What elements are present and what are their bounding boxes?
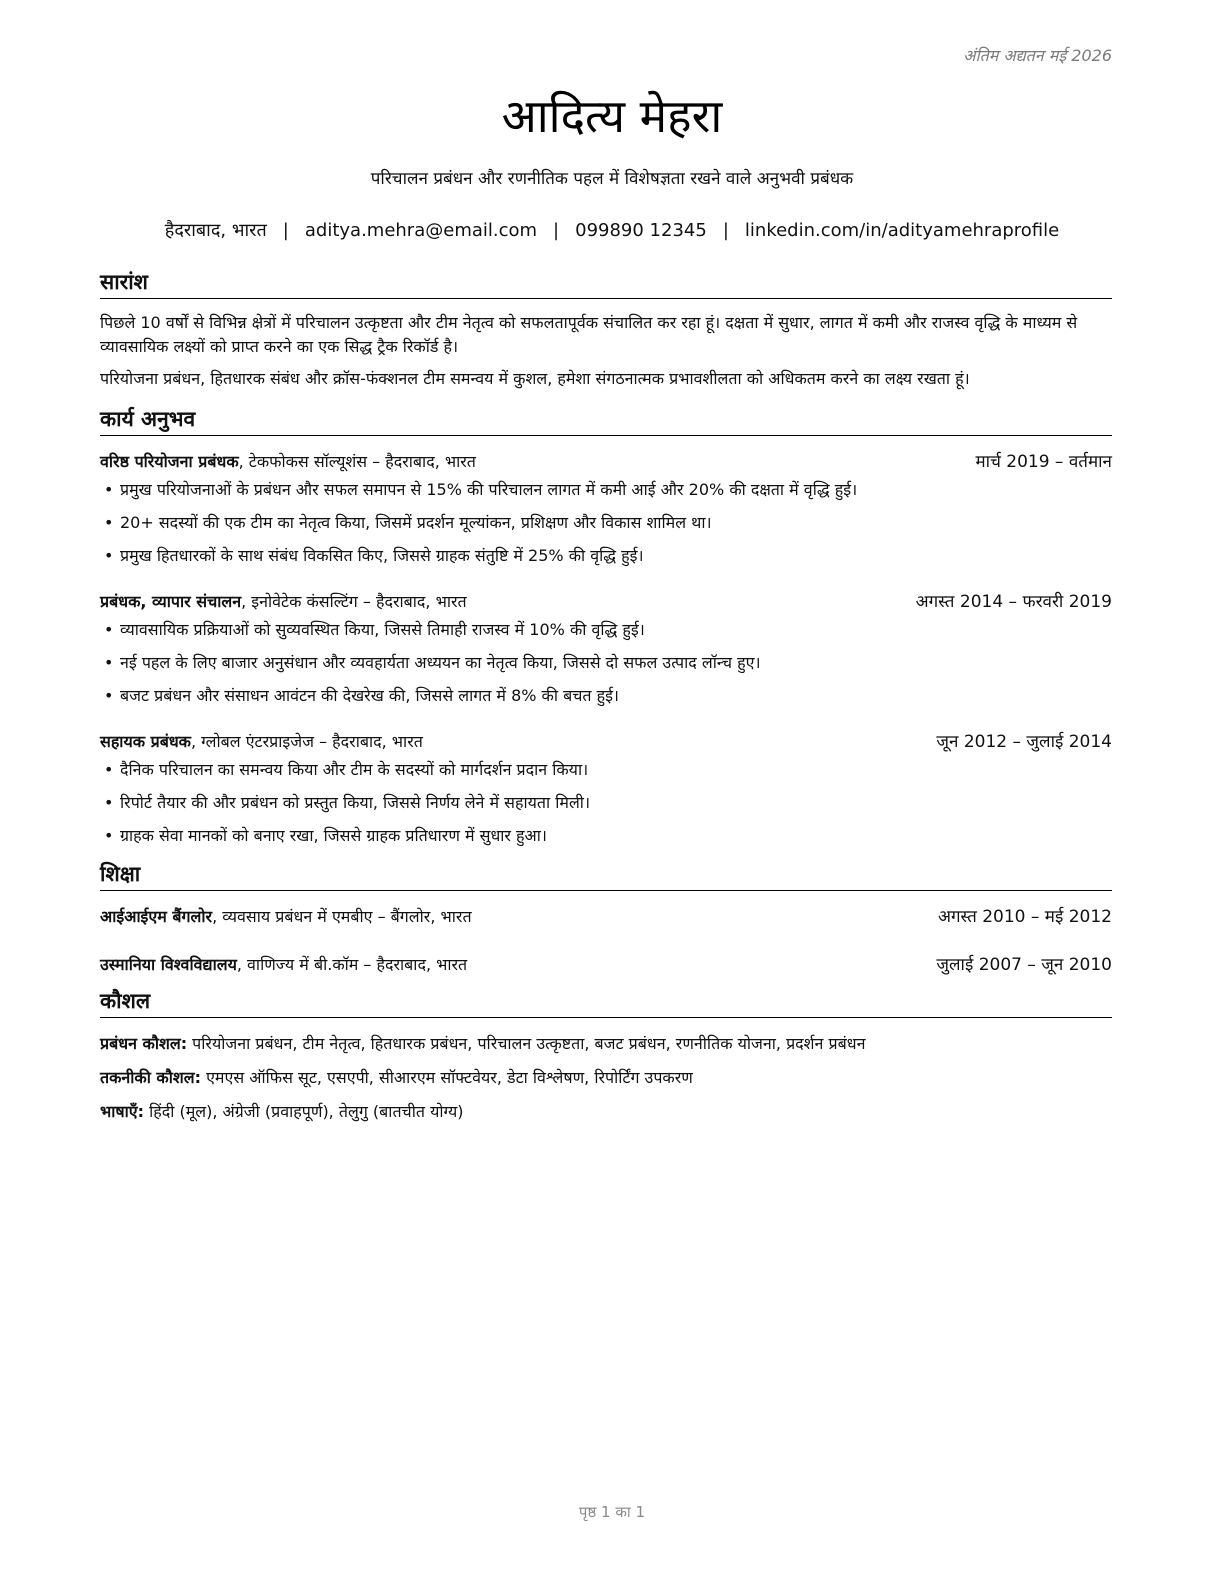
job-bullet: • रिपोर्ट तैयार की और प्रबंधन को प्रस्तुत किया, जिससे निर्णय लेने में सहायता मिली। bbox=[100, 791, 1112, 815]
job-dates: अगस्त 2014 – फरवरी 2019 bbox=[915, 592, 1112, 612]
contact-separator: | bbox=[722, 220, 729, 241]
experience-title: कार्य अनुभव bbox=[100, 405, 1112, 436]
job-dates: मार्च 2019 – वर्तमान bbox=[975, 452, 1112, 472]
education-section bbox=[100, 860, 1112, 977]
summary-section bbox=[100, 268, 1112, 391]
contact-linkedin[interactable]: linkedin.com/in/adityamehraprofile bbox=[744, 220, 1060, 241]
skill-value: हिंदी (मूल), अंग्रेजी (प्रवाहपूर्ण), तेलुगु (बातचीत योग्य) bbox=[144, 1102, 464, 1121]
candidate-name: आदित्य मेहरा bbox=[501, 89, 723, 143]
education-dates: अगस्त 2010 – मई 2012 bbox=[937, 907, 1112, 927]
job-role: वरिष्ठ परियोजना प्रबंधक bbox=[100, 452, 239, 471]
job-heading bbox=[100, 590, 467, 614]
education-institution: आईआईएम बैंगलोर bbox=[100, 907, 213, 926]
job-bullets bbox=[100, 758, 1112, 848]
skills-title: कौशल bbox=[100, 987, 1112, 1018]
skill-line bbox=[100, 1066, 1112, 1090]
last-updated: अंतिम अद्यतन मई 2026 bbox=[963, 46, 1112, 65]
bullet-icon: • bbox=[104, 620, 114, 639]
job-bullet: • नई पहल के लिए बाजार अनुसंधान और व्यवहार्यता अध्ययन का नेतृत्व किया, जिससे दो सफल उत्पाद लॉन्च हुए। bbox=[100, 651, 1112, 675]
job-company: , ग्लोबल एंटरप्राइजेज – हैदराबाद, भारत bbox=[190, 732, 423, 751]
education-detail: , वाणिज्य में बी.कॉम – हैदराबाद, भारत bbox=[236, 955, 468, 974]
summary-title: सारांश bbox=[100, 268, 1112, 299]
page-number: पृष्ठ 1 का 1 bbox=[578, 1503, 646, 1521]
bullet-icon: • bbox=[104, 686, 114, 705]
education-title: शिक्षा bbox=[100, 860, 1112, 891]
bullet-icon: • bbox=[104, 653, 114, 672]
contact-line bbox=[0, 218, 1224, 242]
education-institution: उस्मानिया विश्वविद्यालय bbox=[100, 955, 237, 974]
job-company: , इनोवेटेक कंसल्टिंग – हैदराबाद, भारत bbox=[241, 592, 467, 611]
bullet-icon: • bbox=[104, 480, 114, 499]
education-dates: जुलाई 2007 – जून 2010 bbox=[936, 955, 1112, 975]
contact-email[interactable]: aditya.mehra@email.com bbox=[304, 220, 538, 241]
job-entry bbox=[100, 730, 1112, 848]
job-role: सहायक प्रबंधक bbox=[100, 732, 191, 751]
contact-location: हैदराबाद, भारत bbox=[164, 220, 267, 241]
job-entry bbox=[100, 590, 1112, 708]
education-entry bbox=[100, 953, 1112, 977]
job-entry bbox=[100, 450, 1112, 568]
job-bullet: • व्यावसायिक प्रक्रियाओं को सुव्यवस्थित किया, जिससे तिमाही राजस्व में 10% की वृद्धि हुई। bbox=[100, 618, 1112, 642]
job-bullet: • दैनिक परिचालन का समन्वय किया और टीम के सदस्यों को मार्गदर्शन प्रदान किया। bbox=[100, 758, 1112, 782]
job-bullet: • 20+ सदस्यों की एक टीम का नेतृत्व किया, जिसमें प्रदर्शन मूल्यांकन, प्रशिक्षण और विकास शामिल था। bbox=[100, 511, 1112, 535]
job-heading bbox=[100, 450, 476, 474]
skills-section bbox=[100, 987, 1112, 1124]
skills-list bbox=[100, 1032, 1112, 1124]
summary-paragraph: पिछले 10 वर्षों से विभिन्न क्षेत्रों में परिचालन उत्कृष्टता और टीम नेतृत्व को सफलतापूर्वक संचालित कर रहा हूं। दक्षता में सुधार, लागत में कमी और राजस्व वृद्धि के माध्यम से व्यावसायिक लक्ष्यों को प्राप्त करने का एक सिद्ध ट्रैक रिकॉर्ड है। bbox=[100, 313, 1078, 356]
skill-line bbox=[100, 1032, 1112, 1056]
resume-content bbox=[100, 268, 1112, 1124]
job-heading bbox=[100, 730, 423, 754]
job-dates: जून 2012 – जुलाई 2014 bbox=[936, 732, 1112, 752]
skill-label: भाषाएँ: bbox=[100, 1102, 145, 1121]
bullet-icon: • bbox=[104, 760, 114, 779]
job-role: प्रबंधक, व्यापार संचालन bbox=[100, 592, 242, 611]
bullet-icon: • bbox=[104, 826, 114, 845]
education-entry bbox=[100, 905, 1112, 929]
job-bullets bbox=[100, 478, 1112, 568]
experience-section bbox=[100, 405, 1112, 848]
skill-line bbox=[100, 1100, 1112, 1124]
bullet-icon: • bbox=[104, 513, 114, 532]
job-bullet: • प्रमुख हितधारकों के साथ संबंध विकसित किए, जिससे ग्राहक संतुष्टि में 25% की वृद्धि हुई। bbox=[100, 544, 1112, 568]
contact-phone: 099890 12345 bbox=[575, 220, 707, 241]
tagline: परिचालन प्रबंधन और रणनीतिक पहल में विशेषज्ञता रखने वाले अनुभवी प्रबंधक bbox=[370, 169, 854, 189]
skill-value: परियोजना प्रबंधन, टीम नेतृत्व, हितधारक प्रबंधन, परिचालन उत्कृष्टता, बजट प्रबंधन, रणनीतिक योजना, प्रदर्शन प्रबंधन bbox=[187, 1034, 866, 1053]
bullet-icon: • bbox=[104, 793, 114, 812]
bullet-icon: • bbox=[104, 546, 114, 565]
summary-paragraph: परियोजना प्रबंधन, हितधारक संबंध और क्रॉस-फंक्शनल टीम समन्वय में कुशल, हमेशा संगठनात्मक प्रभावशीलता को अधिकतम करने का लक्ष्य रखता हूं। bbox=[100, 369, 970, 388]
skill-label: तकनीकी कौशल: bbox=[100, 1068, 201, 1087]
job-company: , टेकफोकस सॉल्यूशंस – हैदराबाद, भारत bbox=[238, 452, 476, 471]
job-bullet: • प्रमुख परियोजनाओं के प्रबंधन और सफल समापन से 15% की परिचालन लागत में कमी आई और 20% की दक्षता में वृद्धि हुई। bbox=[100, 478, 1112, 502]
education-detail: , व्यवसाय प्रबंधन में एमबीए – बैंगलोर, भारत bbox=[212, 907, 472, 926]
job-bullets bbox=[100, 618, 1112, 708]
skill-label: प्रबंधन कौशल: bbox=[100, 1034, 188, 1053]
job-bullet: • बजट प्रबंधन और संसाधन आवंटन की देखरेख की, जिससे लागत में 8% की बचत हुई। bbox=[100, 684, 1112, 708]
job-bullet: • ग्राहक सेवा मानकों को बनाए रखा, जिससे ग्राहक प्रतिधारण में सुधार हुआ। bbox=[100, 824, 1112, 848]
contact-separator: | bbox=[282, 220, 289, 241]
skill-value: एमएस ऑफिस सूट, एसएपी, सीआरएम सॉफ्टवेयर, डेटा विश्लेषण, रिपोर्टिंग उपकरण bbox=[201, 1068, 693, 1087]
contact-separator: | bbox=[553, 220, 560, 241]
